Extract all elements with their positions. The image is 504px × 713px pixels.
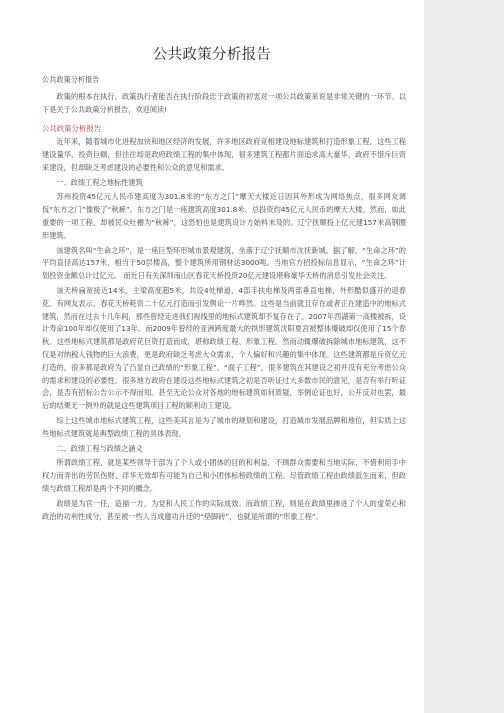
document-subtitle: 公共政策分析报告	[42, 75, 100, 84]
paragraph-1: 近年来，随着城市化进程加快和地区经济的发展，许多地区政府竞相建设地标建筑和打造形象工程，这些工程建设量华、投资巨额，但往往却是政府政绩工程的集中体现，很多建筑工程都片面追求高大豪华，政府不惜斥巨资来建设，但却缺乏考虑建设的必要性和公众的意见和需求。	[42, 137, 406, 172]
document-body	[42, 74, 406, 523]
right-gray-panel	[424, 0, 504, 713]
intro-paragraph: 政策的根本在执行，政策执行者能否在执行阶段忠于政策的初衷对一项公共政策来说是非常关键的一环节。以下是关于公共政策分析报告，欢迎阅读!	[42, 91, 406, 114]
paragraph-3: 该建筑名叫“生命之环”，是一座巨型环形城市景观建筑，坐落于辽宁抚顺市沈抚新城。据了解，“生命之环”的平均直径高达157米，相当于50层楼高，整个建筑所用钢材达3000吨。当地官方招投标信息显示，“生命之环”计划投资金额总计过亿元。 而近日有关深圳南山区春花天桥投资20亿元建设堪称豪华天桥的消息引发社会关注。	[42, 245, 406, 281]
paragraph-4: 该天桥扁宽接近14米，主梁高度超5米，共设4处梯道、4部手扶电梯及两部垂直电梯，外形酷似盛开的迎春花。有网友表示，春花天桥耗资二十亿元打造而引发舆论一片哗然。这些是当前就且存在或者正在建造中的地标式建筑，然而在过去十几年间，那些曾经走进我们视线里的地标式建筑却不复存在了。2007年西湖第一高楼被拆，设计寿命100年却仅使用了13年。而2009年曾经的亚洲跨度最大的拱形建筑沈阳夏宫被整体爆破却仅使用了15个春秋。这些地标式建筑都是政府花巨资打造而成，堪称政绩工程、形象工程。然而动辄爆破拆除城市地标建筑，这不仅是对纳税人钱物的巨大浪费，更是政府缺乏考虑大众需求，个人偏好和兴趣的集中体现。这些建筑都是斥资亿元打造的，很多都是政府为了凸显自己政绩的“形象工程”，“面子工程”，很多建筑在其建设之初并没有充分考虑公众的需求和建设的必要性。很多地方政府在建设这些地标式建筑之初是否听证过大多数市民的意见，是否有举行听证会，是否有招标公告公示不得而知。甚至无论公众对各地的地标建筑如何质疑，举例论证也好，公开反对也罢，最后的结果无一例外的就是这些建筑项目工程的顺利动工建设。	[42, 285, 406, 411]
red-section-heading: 公共政策分析报告	[42, 124, 102, 134]
document-title: 公共政策分析报告	[152, 47, 272, 63]
paragraph-5: 综上这些城市地标式建筑工程，这些美其言是为了城市的规划和建设，打造城市发展品牌和地位，但实质上这些地标式建筑就是典型政绩工程的具体表现。	[42, 415, 406, 438]
paragraph-6: 所谓政绩工程，就是某些领导干部为了个人或小团体的目的和利益，不顾群众需要和当地实际，不惜利用手中权力而弄出的劳民伤财、浮华无效却有可能为自己和小团体标榜政绩的工程。尽管政绩工程由政绩派生而来，但政绩与政绩工程却是两个不同的概念。	[42, 458, 406, 493]
section-heading-2: 二、政绩工程与政绩之涵义	[56, 443, 143, 453]
section-heading-1: 一、政绩工程之地标性建筑	[56, 177, 143, 187]
paragraph-2: 苏州投资45亿元人民币建高度为301.8米的“东方之门”摩天大楼近日因其外形成为网络焦点，很多网友调侃“东方之门”像极了“秋裤”。东方之门是一座建筑高度301.8米、总投资约45亿元人民币的摩天大楼。然而，如此重要的一项工程，却被民众吐槽为“秋裤”，这恐怕也是建筑设计方始料未及的。辽宁抚顺投上亿元建157米高钢圈形建筑。	[42, 192, 406, 240]
paragraph-7: 政绩是为官一任，造福一方，为党和人民工作的实际成效。而政绩工程，则是在政绩里掺进了个人的虚荣心和政治的功利性成分，甚至被一些人当成邀功升迁的“垫脚砖”，也就是所谓的“形象工程”。	[42, 498, 406, 521]
